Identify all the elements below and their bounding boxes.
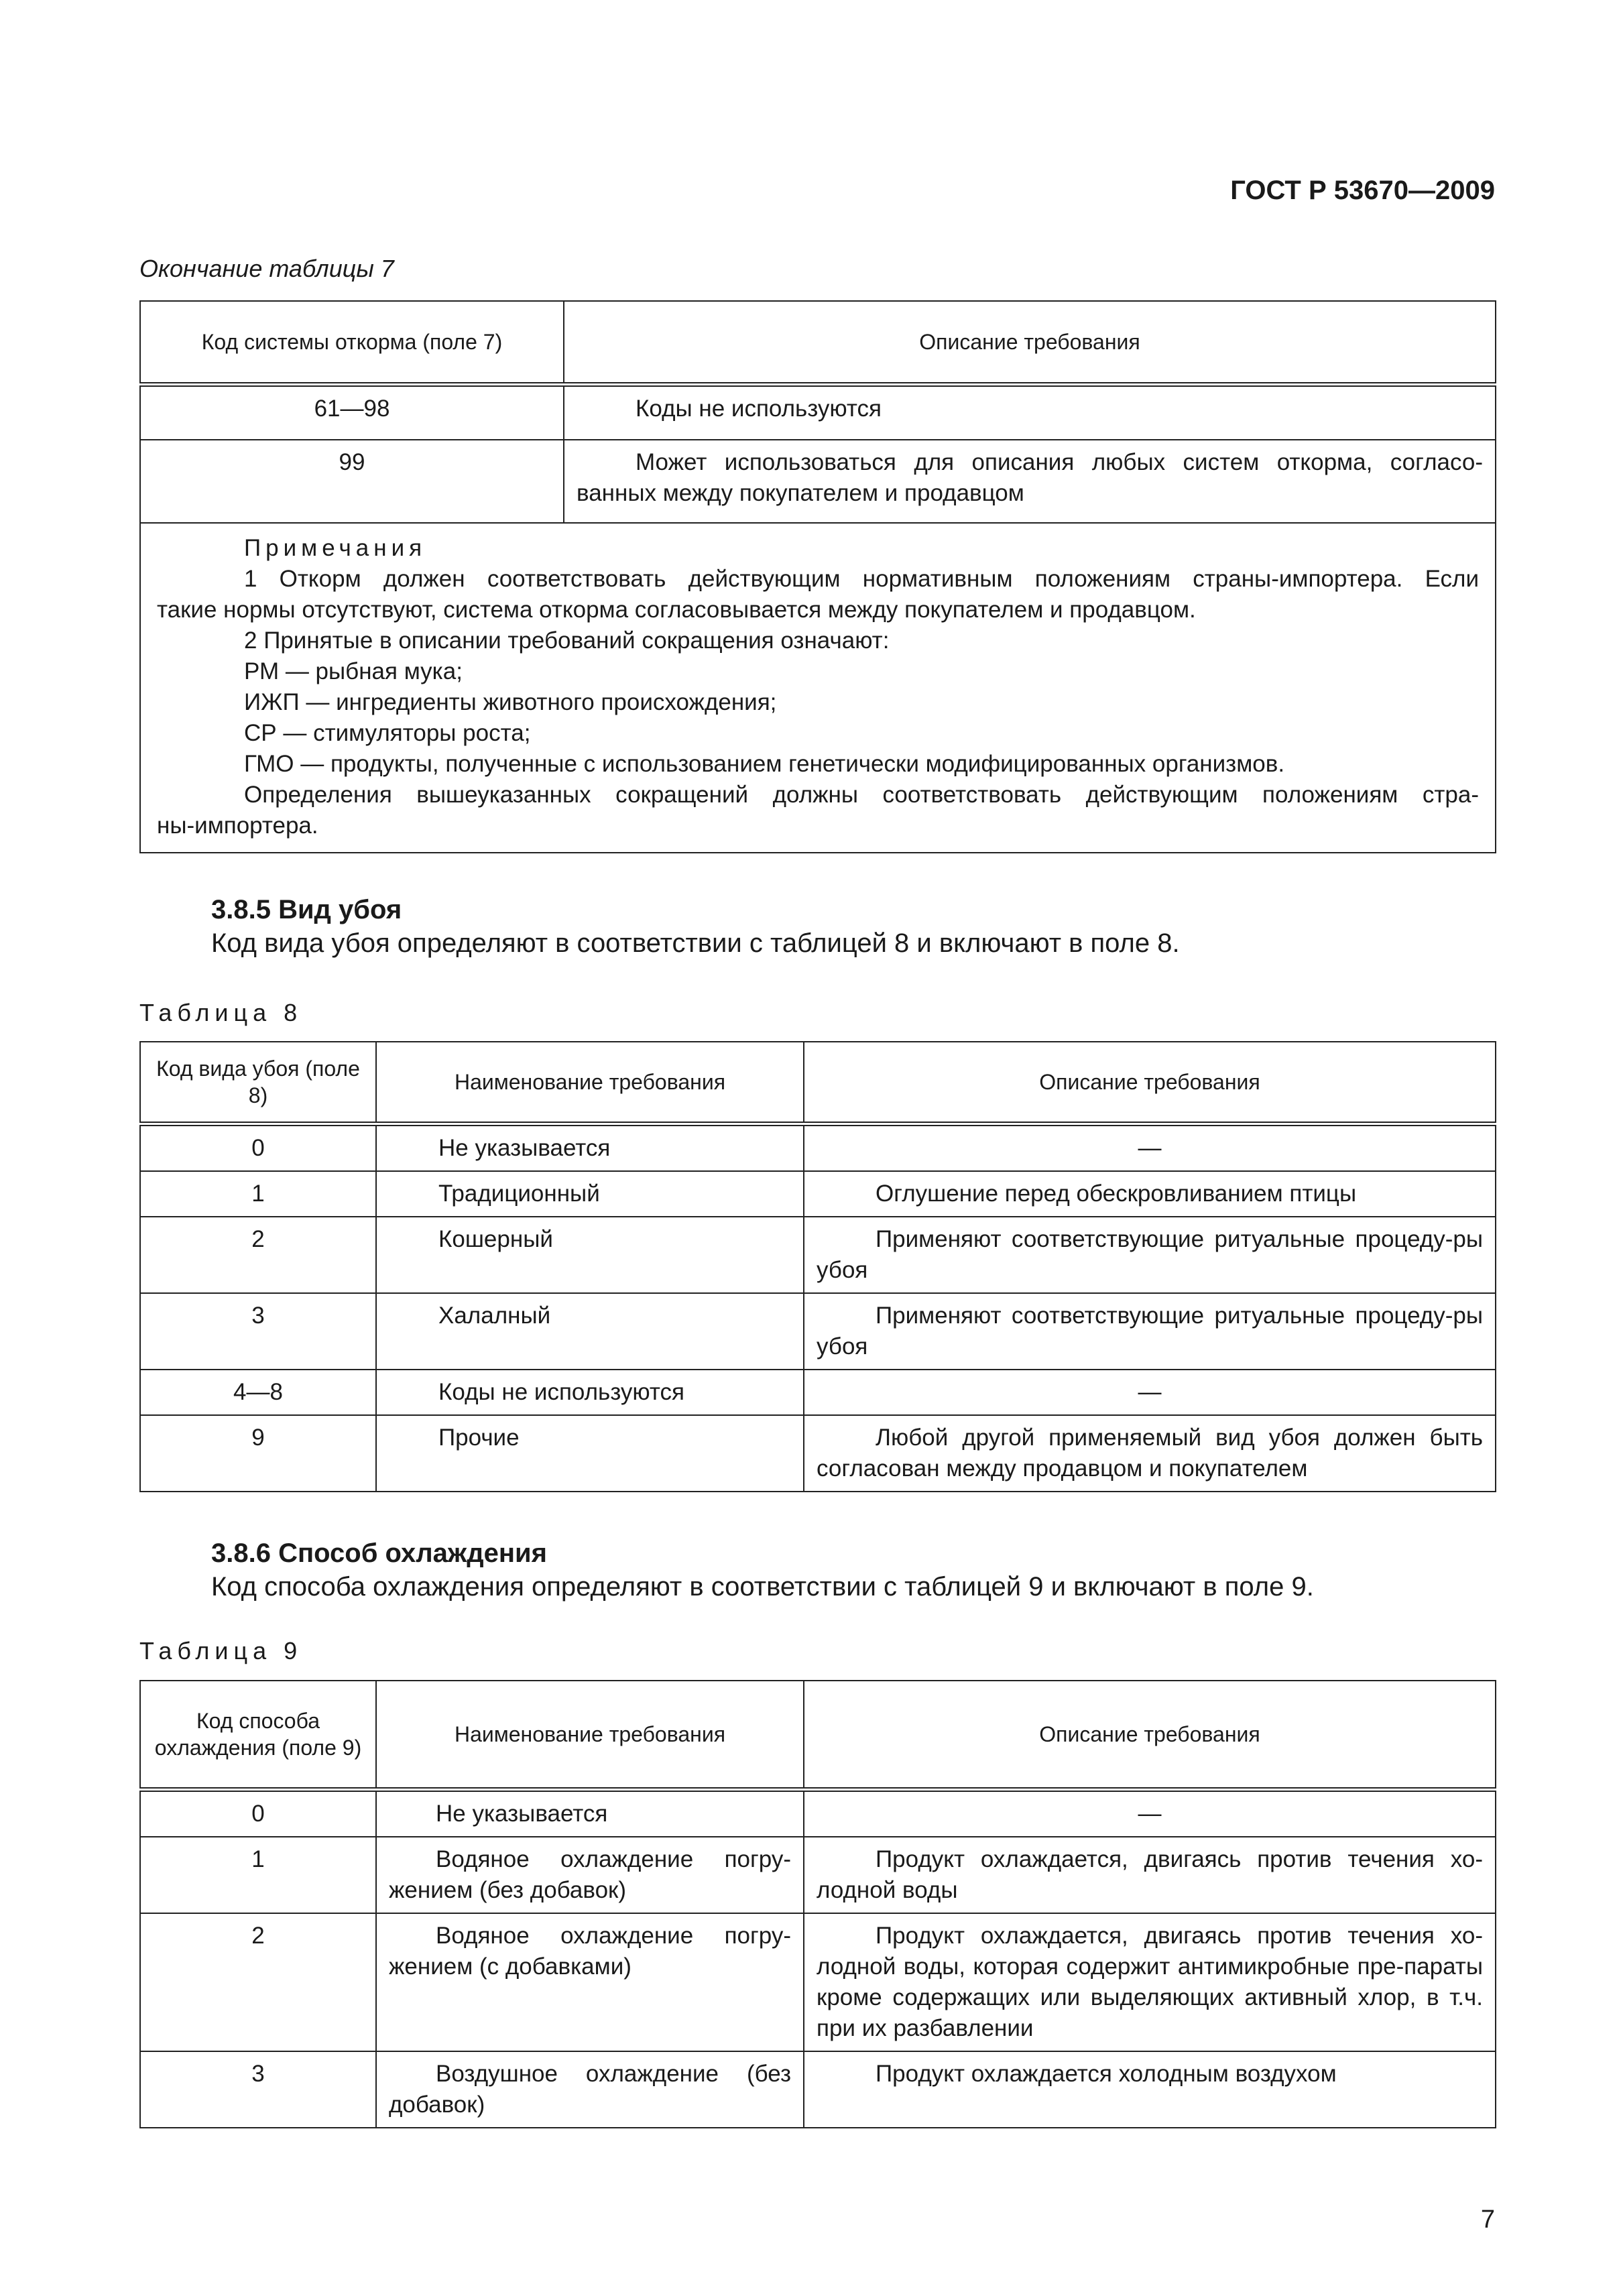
note-line: 2 Принятые в описании требований сокращения означают: <box>244 627 890 654</box>
standard-code: ГОСТ Р 53670—2009 <box>1230 176 1495 205</box>
note-line: ГМО — продукты, полученные с использованием генетически модифицированных организмов. <box>244 751 1285 777</box>
note-line: СР — стимуляторы роста; <box>244 720 531 746</box>
table-row <box>140 1293 1496 1370</box>
table9-row-name: Не указывается <box>376 1790 804 1837</box>
table9-row-description: Продукт охлаждается, двигаясь против течения хо-лодной воды <box>804 1837 1496 1913</box>
table8-row-name: Традиционный <box>376 1171 804 1217</box>
table8-row-code: 3 <box>140 1293 376 1370</box>
page-number: 7 <box>1480 2206 1495 2234</box>
table7-notes-row <box>140 523 1496 853</box>
table-row <box>140 1415 1496 1492</box>
table7-header-code: Код системы откорма (поле 7) <box>140 301 564 385</box>
table9-header-code: Код способа охлаждения (поле 9) <box>140 1681 376 1790</box>
table7-row1-description: Коды не используются <box>564 385 1496 440</box>
table9-row-name: Воздушное охлаждение (без добавок) <box>376 2051 804 2128</box>
table8-row-name: Прочие <box>376 1415 804 1492</box>
table8-header-description: Описание требования <box>804 1042 1496 1124</box>
table7-header-description: Описание требования <box>564 301 1496 385</box>
table8-row-code: 2 <box>140 1217 376 1293</box>
section-386-text: Код способа охлаждения определяют в соответствии с таблицей 9 и включают в поле 9. <box>211 1572 1314 1602</box>
table8-caption: Таблица 8 <box>139 999 303 1026</box>
table8-header-row <box>140 1042 1496 1124</box>
table9-row-code: 3 <box>140 2051 376 2128</box>
note-line: ны-импортера. <box>157 812 318 839</box>
table8-row-name: Халалный <box>376 1293 804 1370</box>
table9-row-description: Продукт охлаждается холодным воздухом <box>804 2051 1496 2128</box>
note-line: ИЖП — ингредиенты животного происхождения; <box>244 689 777 715</box>
table8-header-name: Наименование требования <box>376 1042 804 1124</box>
table9-caption: Таблица 9 <box>139 1637 303 1665</box>
table8-row-description: Применяют соответствующие ритуальные процеду-ры убоя <box>804 1217 1496 1293</box>
table8-row-name: Коды не используются <box>376 1370 804 1415</box>
table8-row-code: 0 <box>140 1124 376 1172</box>
table9-row-name: Водяное охлаждение погру-жением (с добавками) <box>376 1913 804 2051</box>
table9-row-code: 1 <box>140 1837 376 1913</box>
table9-row-name: Водяное охлаждение погру-жением (без добавок) <box>376 1837 804 1913</box>
table-row <box>140 440 1496 523</box>
table8-row-code: 1 <box>140 1171 376 1217</box>
section-386-heading: 3.8.6 Способ охлаждения <box>211 1538 547 1568</box>
table8-row-description: — <box>804 1370 1496 1415</box>
table8-row-description: Применяют соответствующие ритуальные процеду-ры убоя <box>804 1293 1496 1370</box>
table-row <box>140 1370 1496 1415</box>
table8-row-code: 4—8 <box>140 1370 376 1415</box>
table9-row-description: — <box>804 1790 1496 1837</box>
table8-row-description: Любой другой применяемый вид убоя должен быть согласован между продавцом и покупателем <box>804 1415 1496 1492</box>
table7-notes <box>140 523 1496 853</box>
section-385-text: Код вида убоя определяют в соответствии с таблицей 8 и включают в поле 8. <box>211 928 1180 958</box>
table-row <box>140 1171 1496 1217</box>
table-row <box>140 1217 1496 1293</box>
table8-header-code: Код вида убоя (поле 8) <box>140 1042 376 1124</box>
table8-row-description: — <box>804 1124 1496 1172</box>
table9-row-code: 0 <box>140 1790 376 1837</box>
note-line: 1 Откорм должен соответствовать действующим нормативным положениям страны-импортера. Если <box>244 566 1479 592</box>
table-row <box>140 1837 1496 1913</box>
table8-row-name: Кошерный <box>376 1217 804 1293</box>
table7 <box>139 300 1496 853</box>
notes-title: Примечания <box>244 535 427 561</box>
table8-row-description: Оглушение перед обескровливанием птицы <box>804 1171 1496 1217</box>
note-line: Определения вышеуказанных сокращений должны соответствовать действующим положениям стра- <box>244 782 1479 808</box>
table7-row2-code: 99 <box>140 440 564 523</box>
table9-header-name: Наименование требования <box>376 1681 804 1790</box>
table9-row-description: Продукт охлаждается, двигаясь против течения хо-лодной воды, которая содержит антимикробные пре-параты кроме содержащих или выделяющих активный хлор, в т.ч. при их разбавлении <box>804 1913 1496 2051</box>
table9 <box>139 1680 1496 2128</box>
table8-row-name: Не указывается <box>376 1124 804 1172</box>
table-row <box>140 1790 1496 1837</box>
table9-header-row <box>140 1681 1496 1790</box>
table-row <box>140 385 1496 440</box>
table8-row-code: 9 <box>140 1415 376 1492</box>
table-row <box>140 2051 1496 2128</box>
table9-row-code: 2 <box>140 1913 376 2051</box>
table-row <box>140 1913 1496 2051</box>
table7-header-row <box>140 301 1496 385</box>
table7-row1-code: 61—98 <box>140 385 564 440</box>
table7-row2-description: Может использоваться для описания любых систем откорма, согласо-ванных между покупателем и продавцом <box>564 440 1496 523</box>
table9-header-description: Описание требования <box>804 1681 1496 1790</box>
section-385-heading: 3.8.5 Вид убоя <box>211 895 402 924</box>
table8 <box>139 1041 1496 1492</box>
table-row <box>140 1124 1496 1172</box>
table7-caption: Окончание таблицы 7 <box>139 255 394 282</box>
note-line: РМ — рыбная мука; <box>244 658 463 684</box>
note-line: такие нормы отсутствуют, система откорма согласовывается между покупателем и продавцом. <box>157 597 1196 623</box>
